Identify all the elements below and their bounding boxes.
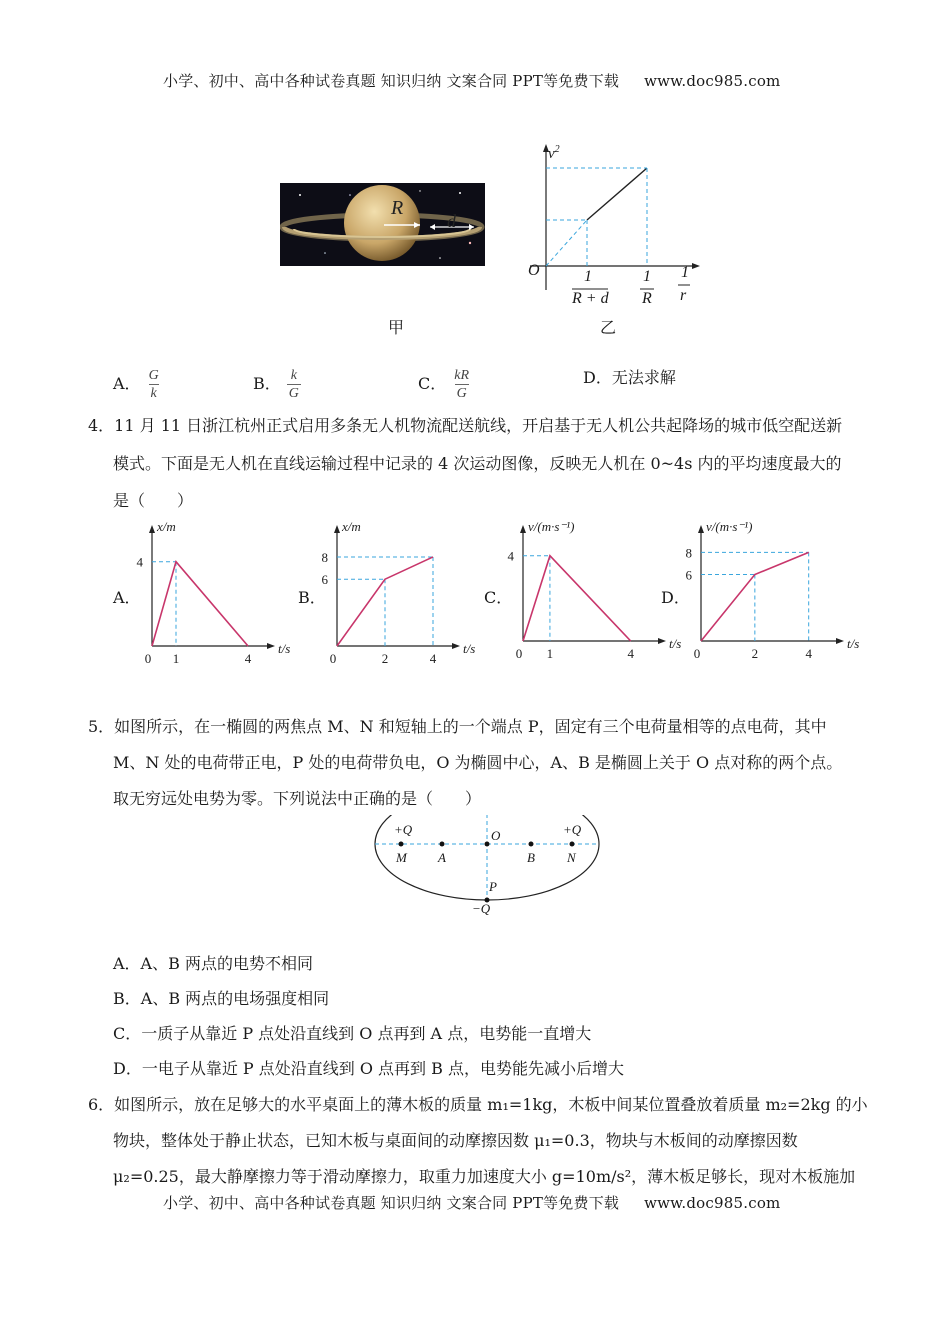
x-axis-arrow: [452, 643, 460, 649]
y-axis-label: $v^2$: [548, 144, 560, 162]
footer-url[interactable]: www.doc985.com: [644, 1194, 781, 1212]
y-tick-label: 4: [136, 554, 143, 570]
point-b: [529, 842, 534, 847]
y-axis-arrow: [520, 525, 526, 533]
q3-option-c[interactable]: C． $\frac{kR}{G}$: [418, 368, 470, 401]
y-axis-arrow: [698, 525, 704, 533]
x1-denominator: R + d: [572, 290, 609, 307]
q5-option-d[interactable]: D．一电子从靠近 P 点处沿直线到 O 点再到 B 点，电势能先减小后增大: [113, 1059, 624, 1078]
x-axis-arrow: [658, 638, 666, 644]
q4-option-a-label[interactable]: A．: [113, 588, 141, 607]
label-m: M: [396, 850, 407, 865]
q3-option-b[interactable]: B． $\frac{k}{G}$: [253, 368, 299, 401]
q3-option-d[interactable]: D．无法求解: [583, 368, 676, 387]
figure-caption-jia: 甲: [388, 318, 405, 337]
x-axis-label: t/s: [847, 636, 860, 651]
q4-line3: 是（ ）: [113, 491, 194, 510]
graph-b: [322, 519, 476, 666]
x-tick-label: 1: [546, 646, 554, 661]
q5-line2: M、N 处的电荷带正电，P 处的电荷带负电，O 为椭圆中心，A、B 是椭圆上关于 O 点对称的两个点。: [113, 753, 843, 772]
x-tick-label: 0: [693, 646, 701, 661]
data-line: [152, 562, 248, 646]
x-tick-label: 0: [515, 646, 523, 661]
origin-label: O: [528, 262, 540, 279]
y-tick-label: 6: [321, 572, 328, 588]
point-n: [570, 842, 575, 847]
q4-option-c-label[interactable]: C．: [484, 588, 513, 607]
label-o: O: [491, 828, 501, 843]
page-footer: [163, 1192, 780, 1213]
x-tick-label: 0: [329, 651, 337, 666]
y-axis-label: v/(m·s⁻¹): [528, 519, 575, 534]
label-p: P: [489, 879, 497, 894]
graph-c: [508, 519, 682, 661]
q6-line3: μ₂=0.25，最大静摩擦力等于滑动摩擦力，取重力加速度大小 g=10m/s²，薄木板足够长，现对木板施加: [113, 1167, 856, 1186]
charge-n: +Q: [563, 822, 582, 837]
point-m: [399, 842, 404, 847]
radius-label: R: [391, 197, 404, 219]
label-n: N: [567, 850, 576, 865]
label-a: A: [438, 850, 446, 865]
q6-line2: 物块，整体处于静止状态，已知木板与桌面间的动摩擦因数 μ₁=0.3，物块与木板间的动摩擦因数: [113, 1131, 798, 1150]
y-axis-arrow: [149, 525, 155, 533]
y-tick-label: 4: [507, 548, 514, 564]
x-axis-label: t/s: [669, 636, 682, 651]
q6-line1: 6．如图所示，放在足够大的水平桌面上的薄木板的质量 m₁=1kg，木板中间某位置叠放着质量 m₂=2kg 的小: [88, 1095, 868, 1114]
x2-denominator: R: [642, 290, 652, 307]
point-a: [440, 842, 445, 847]
x-tick-label: 4: [244, 651, 252, 666]
point-o: [485, 842, 490, 847]
q5-line3: 取无穷远处电势为零。下列说法中正确的是（ ）: [113, 789, 482, 808]
y-tick-label: 6: [685, 567, 692, 583]
q4-option-b-label[interactable]: B．: [298, 588, 326, 607]
x-axis-denominator: r: [680, 287, 687, 304]
charge-p: −Q: [472, 901, 491, 916]
x-tick-label: 4: [627, 646, 634, 661]
x2-numerator: 1: [643, 268, 651, 285]
x-axis-arrow: [836, 638, 844, 644]
y-tick-label: 8: [685, 545, 692, 561]
data-line: [523, 556, 631, 641]
q4-line2: 模式。下面是无人机在直线运输过程中记录的 4 次运动图像，反映无人机在 0~4s 内的平均速度最大的: [113, 454, 842, 473]
y-axis-label: x/m: [342, 519, 361, 534]
y-axis-arrow: [334, 525, 340, 533]
q4-option-d-label[interactable]: D．: [661, 588, 690, 607]
charge-m: +Q: [394, 822, 413, 837]
x-tick-label: 4: [429, 651, 437, 666]
y-tick-label: 8: [321, 549, 328, 565]
x-axis-label: t/s: [463, 641, 476, 656]
header-text: 小学、初中、高中各种试卷真题 知识归纳 文案合同 PPT等免费下载: [163, 72, 620, 90]
figure-caption-yi: 乙: [600, 318, 617, 337]
graph-d: [686, 519, 860, 661]
x-axis-label: t/s: [278, 641, 291, 656]
y-axis-label: x/m: [157, 519, 176, 534]
q3-option-a[interactable]: A． $\frac{G}{k}$: [113, 368, 159, 401]
x1-numerator: 1: [584, 268, 592, 285]
q4-line1: 4．11 月 11 日浙江杭州正式启用多条无人机物流配送航线，开启基于无人机公共起降场的城市低空配送新: [88, 416, 843, 435]
q5-option-c[interactable]: C．一质子从靠近 P 点处沿直线到 O 点再到 A 点，电势能一直增大: [113, 1024, 592, 1043]
header-url[interactable]: www.doc985.com: [644, 72, 781, 90]
label-b: B: [527, 850, 535, 865]
x-axis-arrow: [267, 643, 275, 649]
x-tick-label: 2: [381, 651, 389, 666]
x-tick-label: 4: [805, 646, 812, 661]
x-tick-label: 1: [172, 651, 180, 666]
y-axis-label: v/(m·s⁻¹): [706, 519, 753, 534]
x-tick-label: 0: [144, 651, 152, 666]
q5-option-b[interactable]: B．A、B 两点的电场强度相同: [113, 989, 330, 1008]
q5-option-a[interactable]: A．A、B 两点的电势不相同: [113, 954, 313, 973]
q5-line1: 5．如图所示，在一椭圆的两焦点 M、N 和短轴上的一个端点 P，固定有三个电荷量相等的点电荷，其中: [88, 717, 827, 736]
x-tick-label: 2: [751, 646, 759, 661]
x-axis-numerator: 1: [681, 264, 689, 281]
ring-width-label: d: [447, 211, 456, 231]
footer-text: 小学、初中、高中各种试卷真题 知识归纳 文案合同 PPT等免费下载: [163, 1194, 620, 1212]
graph-a: [137, 519, 291, 666]
